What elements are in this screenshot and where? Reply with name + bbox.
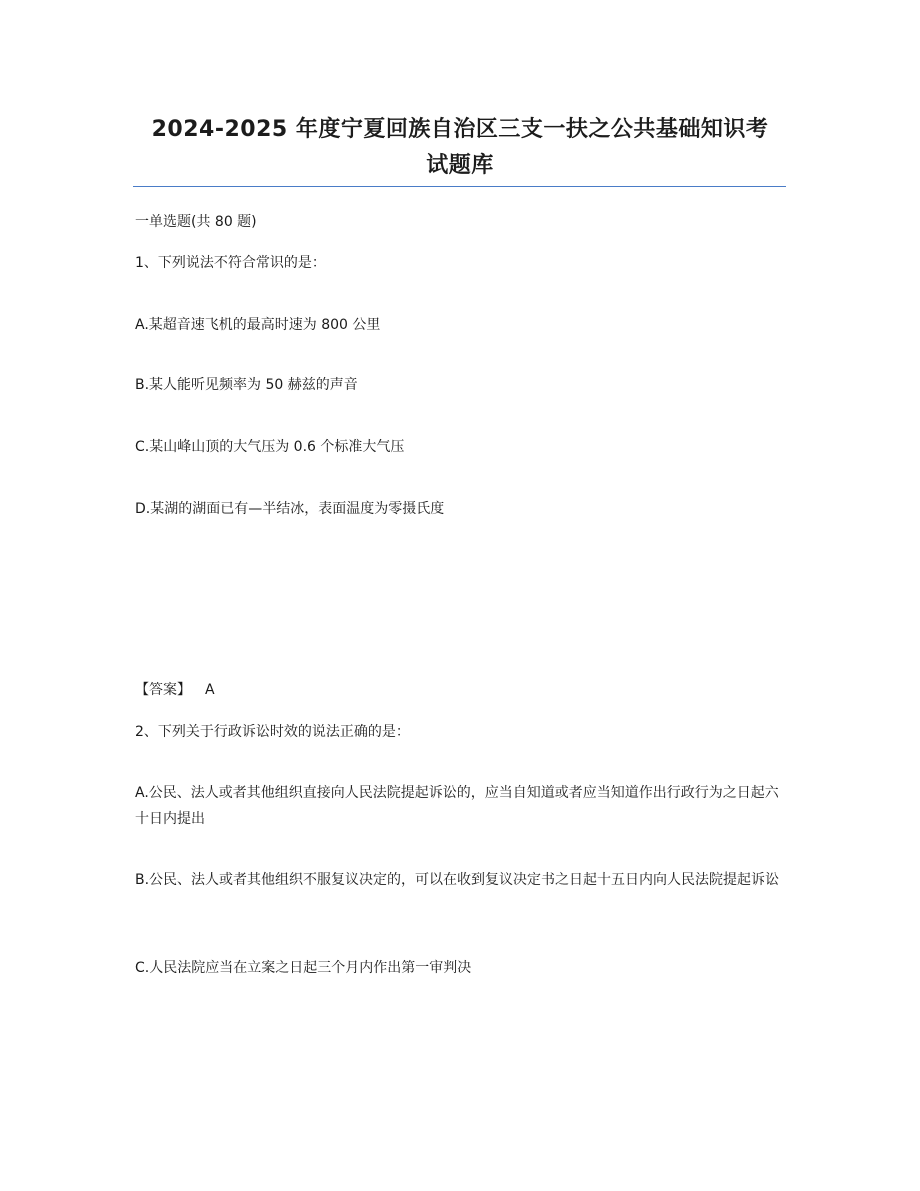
question-2-option-b: B.公民、法人或者其他组织不服复议决定的，可以在收到复议决定书之日起十五日内向人民法院提起诉讼: [135, 872, 780, 888]
section-heading: 一单选题(共 80 题): [135, 214, 257, 230]
question-2-stem: 2、下列关于行政诉讼时效的说法正确的是：: [135, 724, 410, 740]
question-1-option-a: A.某超音速飞机的最高时速为 800 公里: [135, 317, 381, 333]
question-1-option-b: B.某人能听见频率为 50 赫兹的声音: [135, 377, 358, 393]
question-1-answer: [135, 677, 215, 703]
question-1-option-c: C.某山峰山顶的大气压为 0.6 个标准大气压: [135, 439, 405, 455]
question-1-stem: 1、下列说法不符合常识的是：: [135, 255, 326, 271]
question-2-option-c: C.人民法院应当在立案之日起三个月内作出第一审判决: [135, 960, 472, 976]
answer-label: 【答案】: [135, 682, 191, 698]
title-line-1: 2024-2025 年度宁夏回族自治区三支一扶之公共基础知识考: [151, 117, 769, 142]
question-1-option-d: D.某湖的湖面已有—半结冰，表面温度为零摄氏度: [135, 501, 445, 517]
answer-value: A: [205, 682, 215, 698]
title-divider: [133, 186, 786, 187]
title-line-2: 试题库: [426, 153, 494, 178]
question-2-option-a: A.公民、法人或者其他组织直接向人民法院提起诉讼的，应当自知道或者应当知道作出行政行为之日起六十日内提出: [135, 785, 779, 827]
document-title: [110, 112, 810, 184]
